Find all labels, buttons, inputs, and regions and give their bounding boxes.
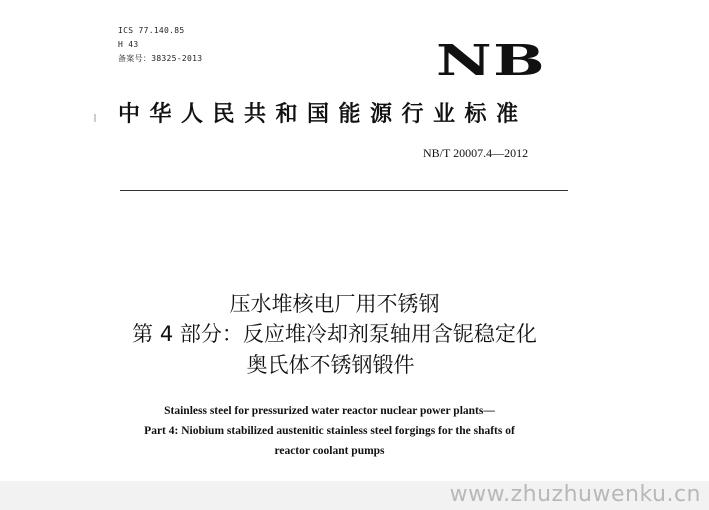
watermark-bar: [0, 481, 709, 510]
scan-mark: [94, 114, 96, 122]
standard-number: NB/T 20007.4—2012: [423, 146, 529, 160]
nb-logo: NB: [436, 36, 547, 85]
title-en-line-2: Part 4: Niobium stabilized austenitic stainless steel forgings for the shafts of: [144, 425, 515, 437]
header-divider: [120, 190, 568, 191]
title-zh-line-3: 奥氏体不锈钢锻件: [246, 353, 415, 377]
title-en-line-1: Stainless steel for pressurized water reactor nuclear power plants—: [164, 405, 495, 417]
standard-name: 中华人民共和国能源行业标准: [118, 102, 528, 127]
watermark-url[interactable]: www.zhuzhuwenku.cn: [449, 482, 701, 507]
title-zh-line-1: 压水堆核电厂用不锈钢: [229, 292, 440, 316]
filing-number: 备案号：38325-2013: [118, 54, 203, 63]
title-en-line-3: reactor coolant pumps: [274, 445, 385, 457]
title-zh-line-2: 第 4 部分：反应堆冷却剂泵轴用含铌稳定化: [132, 322, 537, 346]
class-code: H 43: [118, 40, 139, 49]
ics-code: ICS 77.140.85: [118, 26, 185, 35]
